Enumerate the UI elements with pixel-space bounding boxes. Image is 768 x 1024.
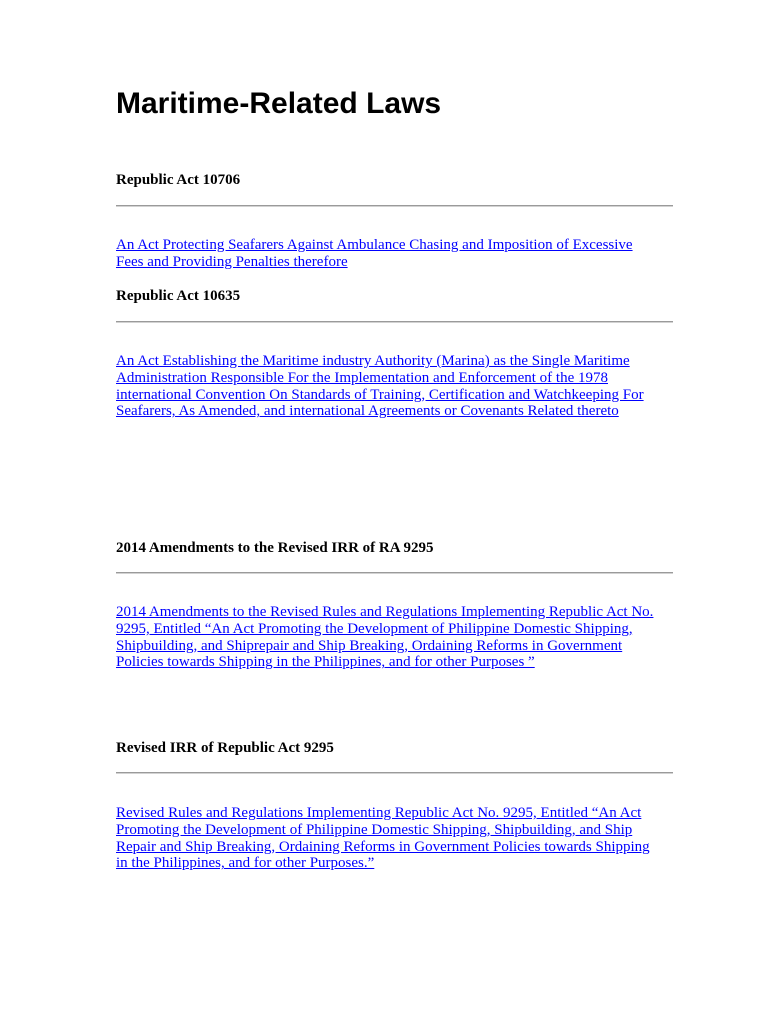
law-link-revised-irr-ra-9295[interactable]: Revised Rules and Regulations Implementing Republic Act No. 9295, Entitled “An Act Promoting the Development of Philippine Domestic Shipping, Shipbuilding, and Ship Repair and Ship Breaking, Ordaining Reforms in Government Policies towards Shipping in the Philippines, and for other Purposes.” [116, 805, 650, 872]
section-divider [116, 572, 673, 574]
section-heading-revised-irr-ra-9295: Revised IRR of Republic Act 9295 [116, 740, 334, 756]
section-heading-2014-amendments: 2014 Amendments to the Revised IRR of RA 9295 [116, 540, 434, 556]
law-link-ra-10635[interactable]: An Act Establishing the Maritime industry Authority (Marina) as the Single Maritime Administration Responsible For the Implementation and Enforcement of the 1978 international Convention On Standards of Training, Certification and Watchkeeping For Seafarers, As Amended, and international Agreements or Covenants Related thereto [116, 353, 644, 420]
section-heading-ra-10635: Republic Act 10635 [116, 288, 241, 304]
section-divider [116, 321, 673, 323]
section-divider [116, 772, 673, 774]
law-link-2014-amendments[interactable]: 2014 Amendments to the Revised Rules and Regulations Implementing Republic Act No. 9295, Entitled “An Act Promoting the Development of Philippine Domestic Shipping, Shipbuilding, and Shiprepair and Ship Breaking, Ordaining Reforms in Government Policies towards Shipping in the Philippines, and for other Purposes ” [116, 604, 654, 671]
section-divider [116, 205, 673, 207]
section-heading-ra-10706: Republic Act 10706 [116, 172, 241, 188]
page-title: Maritime-Related Laws [116, 87, 442, 120]
law-link-ra-10706[interactable]: An Act Protecting Seafarers Against Ambulance Chasing and Imposition of Excessive Fees and Providing Penalties therefore [116, 237, 633, 270]
